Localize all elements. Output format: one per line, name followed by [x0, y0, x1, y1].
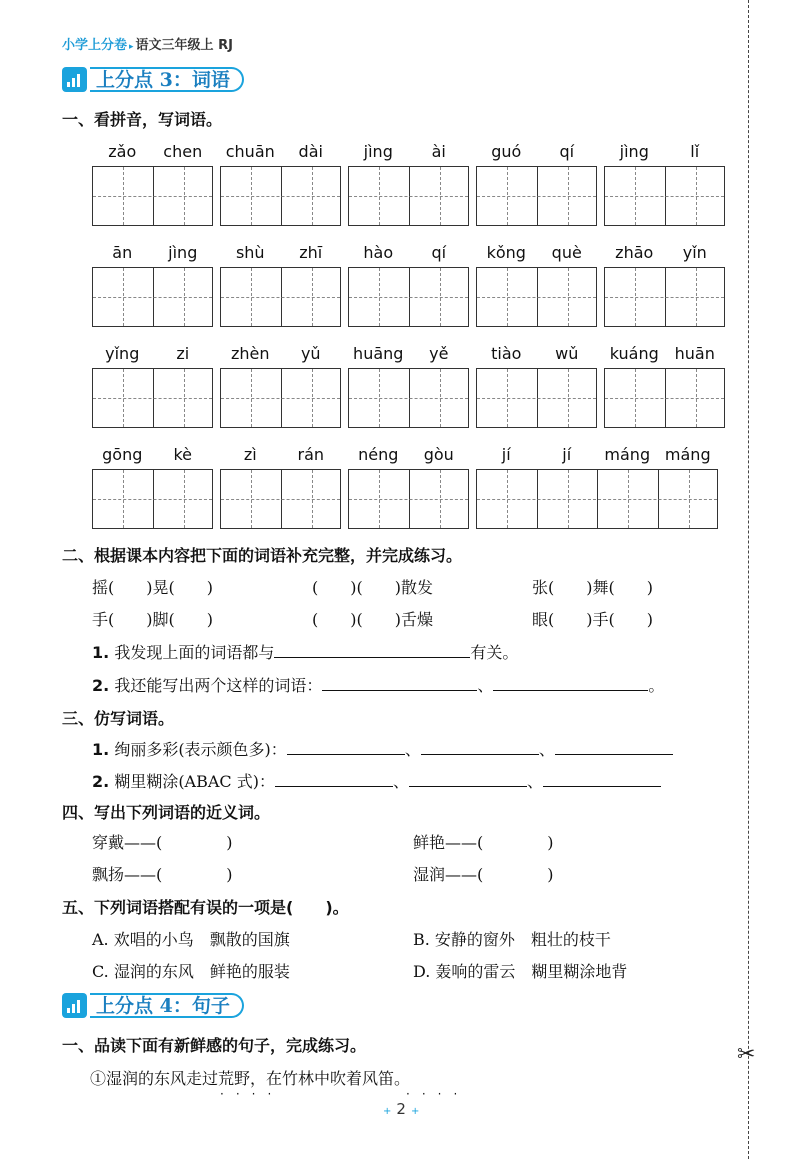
synonym-item: 鲜艳——( ) [413, 833, 554, 852]
pinyin-label: lǐ [690, 142, 700, 161]
writing-grid[interactable] [92, 166, 213, 226]
question-title: 一、看拼音，写词语。 [62, 110, 223, 129]
fill-item: 眼( )手( ) [532, 610, 653, 629]
pinyin-label: zhī [299, 243, 323, 262]
writing-grid[interactable] [220, 368, 341, 428]
scissors-icon: ✂ [737, 1042, 756, 1067]
answer-blank[interactable] [421, 740, 539, 755]
synonym-item: 湿润——( ) [413, 865, 554, 884]
section-heading-3 [62, 66, 244, 93]
writing-grid[interactable] [476, 469, 718, 529]
choice-option[interactable]: A. 欢唱的小鸟 飘散的国旗 [92, 930, 290, 949]
pinyin-label: zi [176, 344, 190, 363]
answer-blank[interactable] [274, 643, 470, 658]
sentence: ①湿润的东风走过荒野，在竹林中吹着风笛。 [90, 1069, 411, 1088]
pinyin-label: tiào [491, 344, 522, 363]
sub-question: 2. 我还能写出两个这样的词语： 、 。 [92, 676, 665, 695]
emphasis-dots: ···· [406, 1087, 470, 1101]
pinyin-label: jìng [363, 142, 393, 161]
question-title: 二、根据课本内容把下面的词语补充完整，并完成练习。 [62, 546, 463, 565]
answer-blank[interactable] [287, 740, 405, 755]
section-title: 上分点 4：句子 [90, 993, 244, 1018]
page-number: + 2 + [383, 1100, 420, 1118]
writing-grid[interactable] [604, 267, 725, 327]
writing-grid[interactable] [348, 368, 469, 428]
pinyin-label: máng [664, 445, 711, 464]
pinyin-label: ài [431, 142, 446, 161]
pinyin-label: rán [297, 445, 325, 464]
pinyin-label: huāng [353, 344, 404, 363]
fill-item: ( )( )舌燥 [312, 610, 433, 629]
writing-grid[interactable] [476, 267, 597, 327]
pinyin-label: chen [163, 142, 203, 161]
pinyin-label: dài [298, 142, 323, 161]
pinyin-label: máng [604, 445, 651, 464]
pinyin-label: yǔ [300, 344, 321, 363]
choice-option[interactable]: B. 安静的窗外 粗壮的枝干 [413, 930, 611, 949]
pinyin-label: jí [562, 445, 572, 464]
pinyin-label: gòu [423, 445, 454, 464]
pinyin-label: kǒng [486, 243, 526, 262]
pinyin-label: yǐn [682, 243, 707, 262]
fill-item: ( )( )散发 [312, 578, 433, 597]
writing-grid[interactable] [348, 469, 469, 529]
fill-item: 摇( )晃( ) [92, 578, 213, 597]
pinyin-label: huān [674, 344, 715, 363]
bar-chart-icon [62, 67, 87, 92]
pinyin-label: néng [358, 445, 399, 464]
question-title: 一、品读下面有新鲜感的句子，完成练习。 [62, 1036, 367, 1055]
page-header [62, 34, 233, 53]
pinyin-label: jìng [619, 142, 649, 161]
writing-grid[interactable] [348, 267, 469, 327]
pinyin-label: zhāo [615, 243, 654, 262]
pinyin-label: qí [431, 243, 447, 262]
answer-blank[interactable] [322, 676, 477, 691]
answer-blank[interactable] [409, 772, 527, 787]
pinyin-label: chuān [225, 142, 275, 161]
question-title: 四、写出下列词语的近义词。 [62, 803, 271, 822]
fill-item: 手( )脚( ) [92, 610, 213, 629]
writing-grid[interactable] [476, 368, 597, 428]
writing-grid[interactable] [220, 267, 341, 327]
sub-question: 1. 绚丽多彩(表示颜色多)： 、 、 [92, 737, 673, 760]
pinyin-label: yǐng [105, 344, 140, 363]
fill-item: 张( )舞( ) [532, 578, 653, 597]
answer-blank[interactable] [543, 772, 661, 787]
choice-option[interactable]: D. 轰响的雷云 糊里糊涂地背 [413, 962, 628, 981]
synonym-item: 穿戴——( ) [92, 833, 233, 852]
pinyin-label: jí [501, 445, 511, 464]
pinyin-label: zì [243, 445, 257, 464]
writing-grid[interactable] [220, 469, 341, 529]
writing-grid[interactable] [92, 469, 213, 529]
cut-line [748, 0, 749, 1159]
pinyin-label: kuáng [609, 344, 659, 363]
writing-grid[interactable] [92, 267, 213, 327]
writing-grid[interactable] [220, 166, 341, 226]
answer-blank[interactable] [493, 676, 648, 691]
writing-grid[interactable] [604, 368, 725, 428]
pinyin-label: hào [363, 243, 394, 262]
choice-option[interactable]: C. 湿润的东风 鲜艳的服装 [92, 962, 290, 981]
writing-grid[interactable] [92, 368, 213, 428]
subject-label: 语文三年级上 RJ [135, 38, 233, 53]
pinyin-label: ān [112, 243, 133, 262]
pinyin-label: jìng [168, 243, 198, 262]
synonym-item: 飘扬——( ) [92, 865, 233, 884]
bar-chart-icon [62, 993, 87, 1018]
question-title: 三、仿写词语。 [62, 709, 175, 728]
pinyin-label: shù [235, 243, 265, 262]
section-heading-4 [62, 992, 244, 1019]
brand-label: 小学上分卷 [62, 38, 128, 53]
sub-question: 1. 我发现上面的词语都与 有关。 [92, 643, 519, 662]
writing-grid[interactable] [348, 166, 469, 226]
section-title: 上分点 3：词语 [90, 67, 244, 92]
pinyin-label: zhèn [230, 344, 270, 363]
sub-question: 2. 糊里糊涂(ABAC 式)： 、 、 [92, 769, 661, 792]
question-title: 五、下列词语搭配有误的一项是( )。 [62, 898, 349, 917]
answer-blank[interactable] [275, 772, 393, 787]
arrow-icon: ▸ [129, 42, 134, 52]
pinyin-label: qí [559, 142, 575, 161]
writing-grid[interactable] [604, 166, 725, 226]
pinyin-label: kè [173, 445, 193, 464]
writing-grid[interactable] [476, 166, 597, 226]
pinyin-label: wǔ [555, 344, 579, 363]
answer-blank[interactable] [555, 740, 673, 755]
emphasis-dots: ···· [220, 1087, 284, 1101]
pinyin-label: yě [429, 344, 449, 363]
pinyin-label: guó [491, 142, 522, 161]
pinyin-label: zǎo [108, 142, 137, 161]
pinyin-label: gōng [102, 445, 143, 464]
pinyin-label: què [551, 243, 582, 262]
